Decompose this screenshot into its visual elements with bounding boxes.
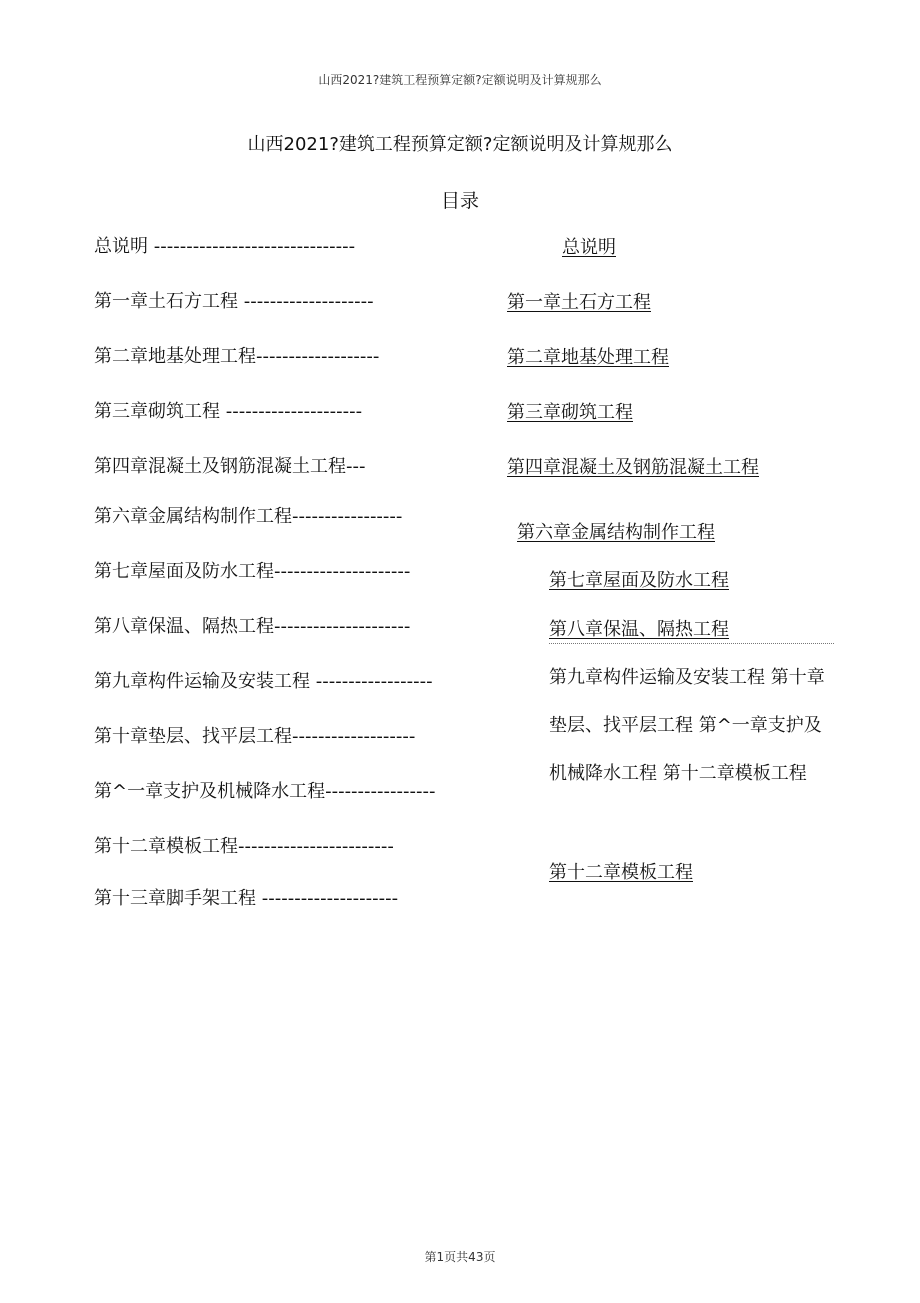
page-footer: 第1页共43页 — [424, 1250, 496, 1264]
toc-entry-ch12: 第十二章模板工程------------------------ — [94, 836, 394, 857]
toc-link-ch1[interactable]: 第一章土石方工程 — [507, 292, 651, 313]
toc-link-ch8[interactable]: 第八章保温、隔热工程 — [549, 619, 729, 640]
toc-entry-ch4: 第四章混凝土及钢筋混凝土工程--- — [94, 456, 366, 477]
toc-link-ch3[interactable]: 第三章砌筑工程 — [507, 402, 633, 423]
toc-entry-ch1: 第一章土石方工程 -------------------- — [94, 291, 374, 312]
toc-entry-ch3: 第三章砌筑工程 --------------------- — [94, 401, 363, 422]
toc-link-ch2[interactable]: 第二章地基处理工程 — [507, 347, 669, 368]
toc-link-general[interactable]: 总说明 — [562, 237, 616, 258]
toc-entry-ch2: 第二章地基处理工程------------------- — [94, 346, 380, 367]
page-header: 山西2021?建筑工程预算定额?定额说明及计算规那么 — [318, 73, 602, 87]
toc-entry-ch11: 第^一章支护及机械降水工程----------------- — [94, 781, 436, 802]
toc-heading: 目录 — [440, 190, 479, 212]
toc-entry-general: 总说明 ------------------------------- — [94, 236, 356, 257]
toc-paragraph: 第九章构件运输及安装工程 第十章垫层、找平层工程 第^一章支护及机械降水工程 第十二章模板工程 — [549, 667, 825, 784]
toc-entry-ch8: 第八章保温、隔热工程--------------------- — [94, 616, 411, 637]
toc-link-ch6[interactable]: 第六章金属结构制作工程 — [517, 522, 715, 543]
toc-link-ch7[interactable]: 第七章屋面及防水工程 — [549, 570, 729, 591]
toc-entry-ch10: 第十章垫层、找平层工程------------------- — [94, 726, 416, 747]
toc-entry-ch9: 第九章构件运输及安装工程 ------------------ — [94, 671, 433, 692]
dotted-separator — [549, 643, 834, 644]
toc-entry-ch13: 第十三章脚手架工程 --------------------- — [94, 888, 399, 909]
toc-entry-ch6: 第六章金属结构制作工程----------------- — [94, 506, 403, 527]
toc-link-ch4[interactable]: 第四章混凝土及钢筋混凝土工程 — [507, 457, 759, 478]
document-title: 山西2021?建筑工程预算定额?定额说明及计算规那么 — [247, 134, 673, 155]
toc-link-ch12[interactable]: 第十二章模板工程 — [549, 862, 693, 883]
toc-entry-ch7: 第七章屋面及防水工程--------------------- — [94, 561, 411, 582]
